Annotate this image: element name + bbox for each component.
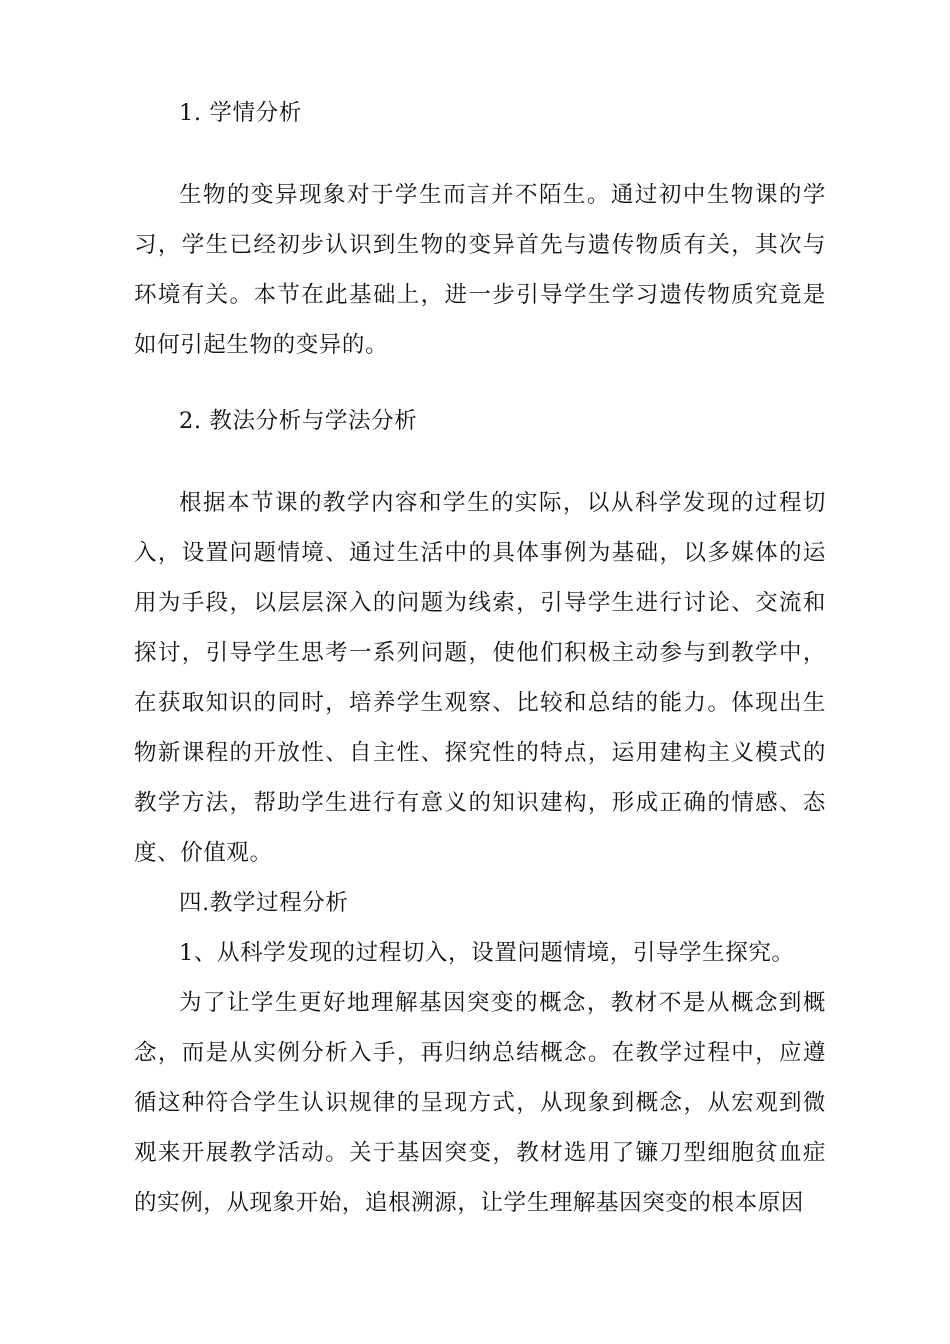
step-heading-scientific-discovery: 1、从科学发现的过程切入，设置问题情境，引导学生探究。	[179, 940, 795, 966]
document-page	[134, 88, 826, 1228]
section-heading-teaching-method: 2. 教法分析与学法分析	[179, 408, 418, 434]
section-heading-teaching-process: 四.教学过程分析	[179, 890, 349, 916]
section-heading-learner-analysis: 1. 学情分析	[179, 100, 302, 126]
paragraph-teaching-method: 根据本节课的教学内容和学生的实际，以从科学发现的过程切入，设置问题情境、通过生活中的具体事例为基础，以多媒体的运用为手段，以层层深入的问题为线索，引导学生进行讨论、交流和探讨，引导学生思考一系列问题，使他们积极主动参与到教学中，在获取知识的同时，培养学生观察、比较和总结的能力。体现出生物新课程的开放性、自主性、探究性的特点，运用建构主义模式的教学方法，帮助学生进行有意义的知识建构，形成正确的情感、态度、价值观。	[134, 490, 826, 866]
paragraph-learner-analysis: 生物的变异现象对于学生而言并不陌生。通过初中生物课的学习，学生已经初步认识到生物的变异首先与遗传物质有关，其次与环境有关。本节在此基础上，进一步引导学生学习遗传物质究竟是如何引起生物的变异的。	[134, 182, 826, 358]
paragraph-gene-mutation: 为了让学生更好地理解基因突变的概念，教材不是从概念到概念，而是从实例分析入手，再归纳总结概念。在教学过程中，应遵循这种符合学生认识规律的呈现方式，从现象到概念，从宏观到微观来开展教学活动。关于基因突变，教材选用了镰刀型细胞贫血症的实例，从现象开始，追根溯源，让学生理解基因突变的根本原因	[134, 990, 826, 1216]
